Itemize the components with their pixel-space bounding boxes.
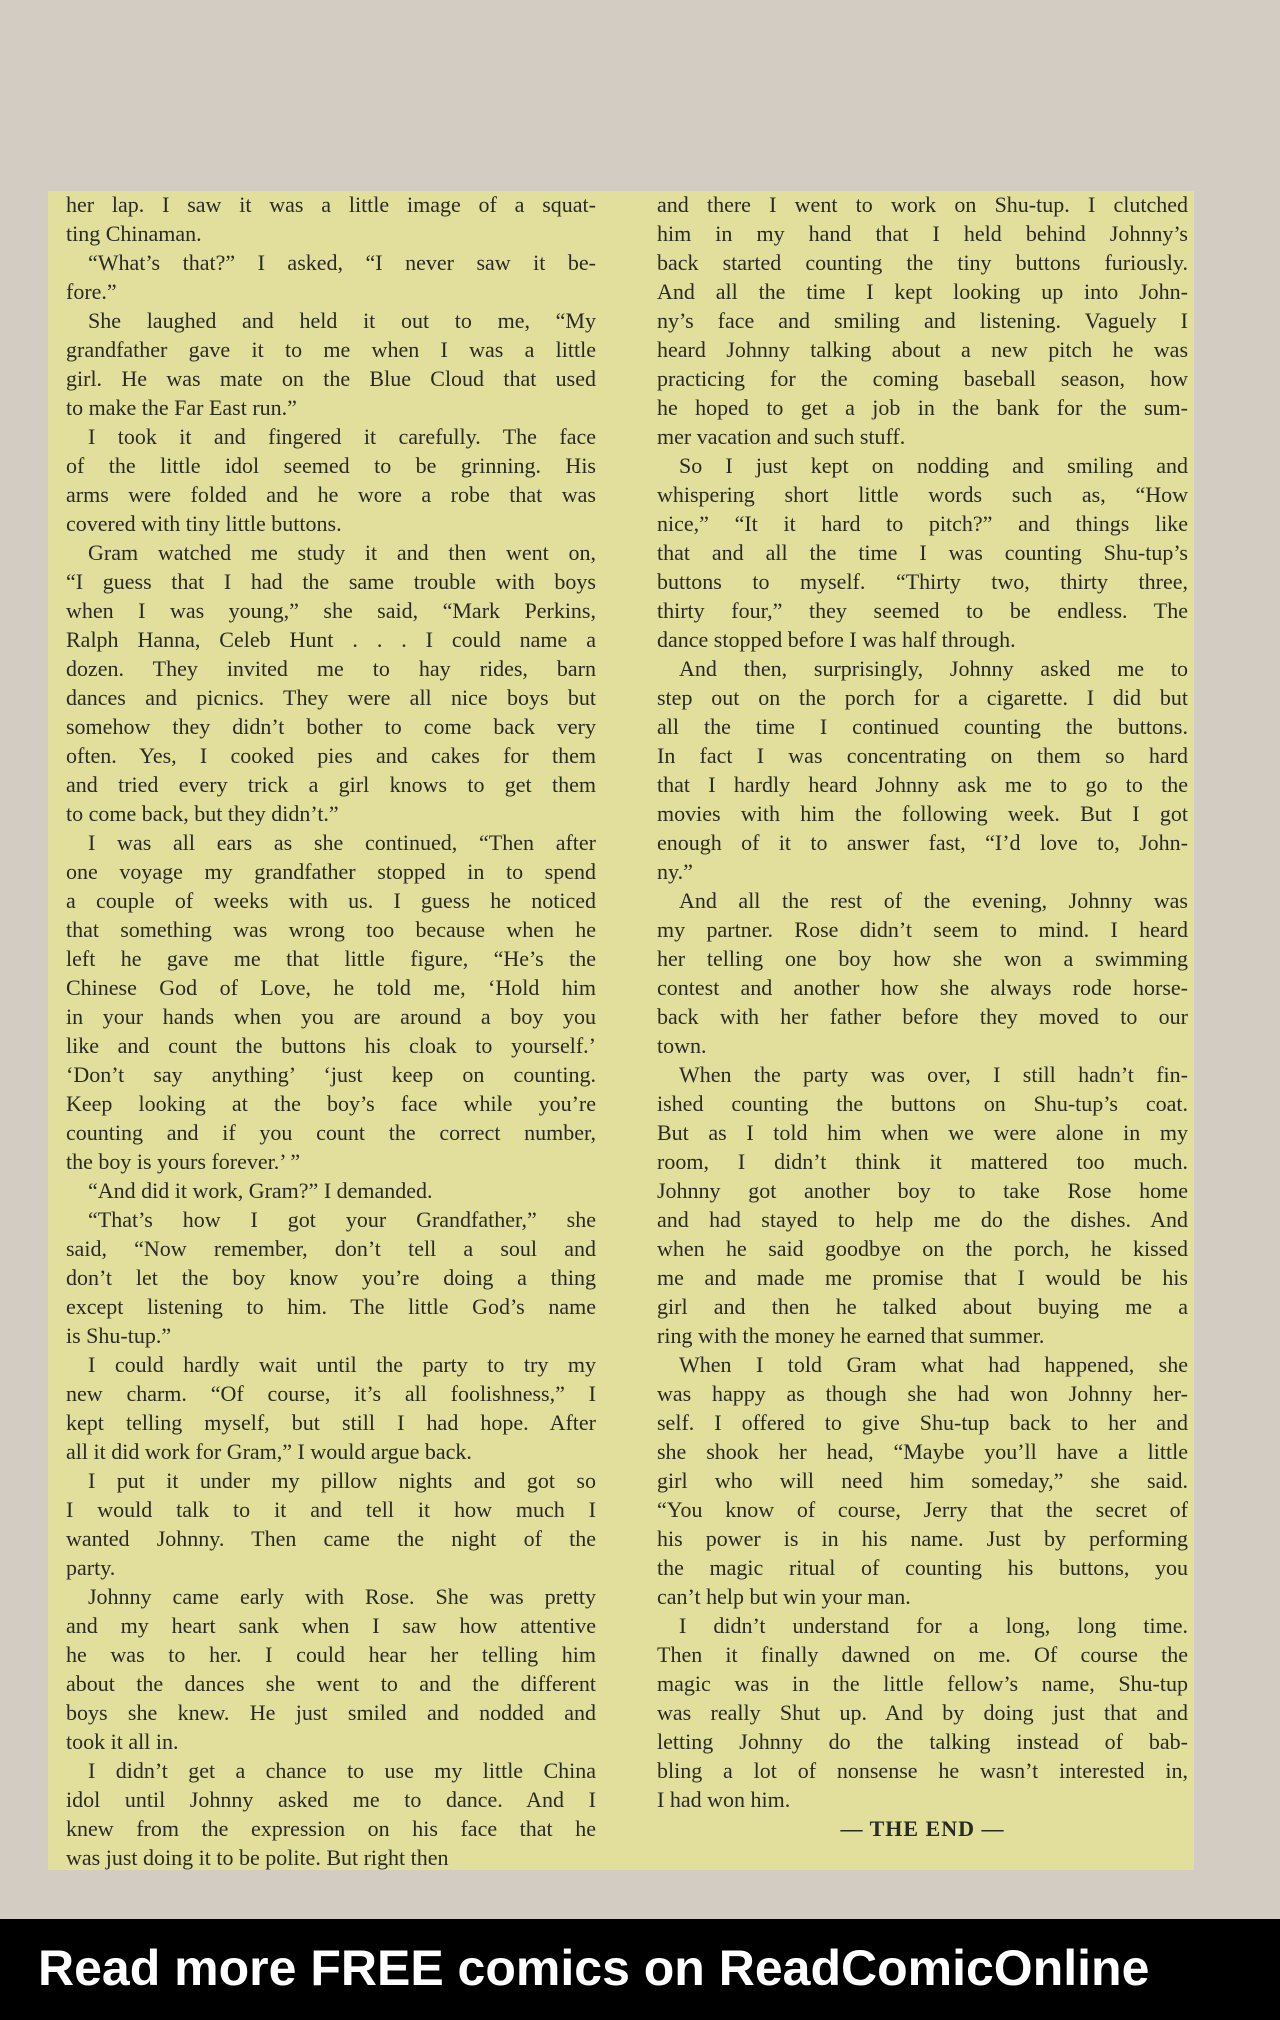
text-line: room, I didn’t think it mattered too much. [657,1149,1188,1174]
paragraph [66,1205,596,1350]
text-line: like and count the buttons his cloak to yourself.’ [66,1033,596,1058]
text-line: the magic ritual of counting his buttons, you [657,1555,1188,1580]
text-line: him in my hand that I held behind Johnny’s [657,221,1188,246]
paragraph [66,1582,596,1756]
text-line: and had stayed to help me do the dishes. And [657,1207,1188,1232]
text-line: to make the Far East run.” [66,395,297,420]
text-line: nice,” “It it hard to pitch?” and things like [657,511,1188,536]
text-line: of the little idol seemed to be grinning. His [66,453,596,478]
text-line: that something was wrong too because when he [66,917,596,942]
text-line: I was all ears as she continued, “Then after [88,830,596,855]
text-line: ny.” [657,859,693,884]
text-line: knew from the expression on his face that he [66,1816,596,1841]
text-line: my partner. Rose didn’t seem to mind. I heard [657,917,1188,942]
text-line: in your hands when you are around a boy you [66,1004,596,1029]
promo-banner[interactable] [0,1919,1280,2020]
text-line: that and all the time I was counting Shu-tup’s [657,540,1188,565]
paragraph [657,654,1188,886]
text-line: his power is in his name. Just by performing [657,1526,1188,1551]
text-line: “What’s that?” I asked, “I never saw it be- [88,250,596,275]
text-line: I took it and fingered it carefully. The face [88,424,596,449]
text-line: that I hardly heard Johnny ask me to go to the [657,772,1188,797]
text-line: fore.” [66,279,117,304]
text-line: wanted Johnny. Then came the night of the [66,1526,596,1551]
text-line: “And did it work, Gram?” I demanded. [88,1178,433,1203]
text-line: I didn’t get a chance to use my little China [88,1758,596,1783]
text-line: Johnny got another boy to take Rose home [657,1178,1188,1203]
text-line: ished counting the buttons on Shu-tup’s coat. [657,1091,1188,1116]
paragraph [657,1060,1188,1350]
text-line: I put it under my pillow nights and got so [88,1468,596,1493]
text-line: back with her father before they moved to our [657,1004,1188,1029]
text-line: I had won him. [657,1787,791,1812]
text-line: buttons to myself. “Thirty two, thirty three, [657,569,1188,594]
paragraph [66,1350,596,1466]
text-line: When I told Gram what had happened, she [679,1352,1188,1377]
text-line: girl. He was mate on the Blue Cloud that used [66,366,596,391]
text-line: when I was young,” she said, “Mark Perkins, [66,598,596,623]
text-line: and my heart sank when I saw how attentive [66,1613,596,1638]
text-line: girl and then he talked about buying me a [657,1294,1188,1319]
text-line: he hoped to get a job in the bank for the sum- [657,395,1188,420]
text-line: I would talk to it and tell it how much I [66,1497,596,1522]
text-line: to come back, but they didn’t.” [66,801,339,826]
text-line: ny’s face and smiling and listening. Vaguely I [657,308,1188,333]
paragraph [66,248,596,306]
text-line: boys she knew. He just smiled and nodded and [66,1700,596,1725]
text-line: Gram watched me study it and then went on, [88,540,596,565]
text-line: kept telling myself, but still I had hope. After [66,1410,596,1435]
paragraph [66,1176,596,1205]
text-line: town. [657,1033,707,1058]
text-line: is Shu-tup.” [66,1323,172,1348]
text-line: one voyage my grandfather stopped in to spend [66,859,596,884]
text-line: But as I told him when we were alone in my [657,1120,1188,1145]
text-line: dance stopped before I was half through. [657,627,1016,652]
text-line: Chinese God of Love, he told me, ‘Hold him [66,975,596,1000]
text-line: counting and if you count the correct number, [66,1120,596,1145]
the-end-label: — THE END — [840,1816,1005,1841]
text-line: contest and another how she always rode horse- [657,975,1188,1000]
text-line: Keep looking at the boy’s face while you’re [66,1091,596,1116]
text-line: was really Shut up. And by doing just that and [657,1700,1188,1725]
paragraph [66,422,596,538]
paragraph [657,190,1188,451]
text-line: magic was in the little fellow’s name, Shu-tup [657,1671,1188,1696]
text-line: new charm. “Of course, it’s all foolishness,” I [66,1381,596,1406]
text-line: girl who will need him someday,” she said. [657,1468,1188,1493]
text-line: all it did work for Gram,” I would argue back. [66,1439,472,1464]
left-text-column [66,190,596,1872]
text-line: was just doing it to be polite. But right then [66,1845,449,1870]
text-line: back started counting the tiny buttons furiously. [657,250,1188,275]
text-line: a couple of weeks with us. I guess he noticed [66,888,596,913]
paragraph [66,1466,596,1582]
text-line: was happy as though she had won Johnny her- [657,1381,1188,1406]
text-line: except listening to him. The little God’s name [66,1294,596,1319]
text-line: and tried every trick a girl knows to get them [66,772,596,797]
text-line: I didn’t understand for a long, long time. [679,1613,1188,1638]
paragraph [657,1350,1188,1611]
text-line: all the time I continued counting the buttons. [657,714,1188,739]
text-line: her telling one boy how she won a swimming [657,946,1188,971]
text-line: me and made me promise that I would be his [657,1265,1188,1290]
text-line: thirty four,” they seemed to be endless. The [657,598,1188,623]
text-line: left he gave me that little figure, “He’s the [66,946,596,971]
text-line: And all the time I kept looking up into John- [657,279,1188,304]
text-line: So I just kept on nodding and smiling and [679,453,1188,478]
text-line: When the party was over, I still hadn’t fin- [679,1062,1188,1087]
paragraph [657,886,1188,1060]
text-line: often. Yes, I cooked pies and cakes for them [66,743,596,768]
paragraph [657,451,1188,654]
text-line: heard Johnny talking about a new pitch he was [657,337,1188,362]
text-line: grandfather gave it to me when I was a little [66,337,596,362]
right-text-column [657,190,1188,1843]
text-line: “I guess that I had the same trouble with boys [66,569,596,594]
text-line: In fact I was concentrating on them so hard [657,743,1188,768]
text-line: don’t let the boy know you’re doing a thing [66,1265,596,1290]
text-line: can’t help but win your man. [657,1584,911,1609]
text-line: arms were folded and he wore a robe that was [66,482,596,507]
text-line: “That’s how I got your Grandfather,” she [88,1207,596,1232]
text-line: Ralph Hanna, Celeb Hunt . . . I could name a [66,627,596,652]
text-line: and there I went to work on Shu-tup. I clutched [657,192,1188,217]
text-line: dances and picnics. They were all nice boys but [66,685,596,710]
text-line: I could hardly wait until the party to try my [88,1352,596,1377]
paragraph [66,306,596,422]
text-line: whispering short little words such as, “How [657,482,1188,507]
text-line: letting Johnny do the talking instead of bab- [657,1729,1188,1754]
paragraph [66,828,596,1176]
text-line: dozen. They invited me to hay rides, barn [66,656,596,681]
text-line: ring with the money he earned that summer. [657,1323,1045,1348]
text-line: practicing for the coming baseball season, how [657,366,1188,391]
text-line: She laughed and held it out to me, “My [88,308,596,333]
text-line: “You know of course, Jerry that the secret of [657,1497,1188,1522]
text-line: about the dances she went to and the different [66,1671,596,1696]
text-line: Then it finally dawned on me. Of course the [657,1642,1188,1667]
text-line: And all the rest of the evening, Johnny was [679,888,1188,913]
text-line: party. [66,1555,116,1580]
paragraph [66,1756,596,1872]
paragraph [657,1611,1188,1814]
paragraph [66,190,596,248]
text-line: she shook her head, “Maybe you’ll have a little [657,1439,1188,1464]
text-line: he was to her. I could hear her telling him [66,1642,596,1667]
text-line: And then, surprisingly, Johnny asked me to [679,656,1188,681]
text-line: her lap. I saw it was a little image of a squat- [66,192,596,217]
text-line: enough of it to answer fast, “I’d love to, John- [657,830,1188,855]
text-line: bling a lot of nonsense he wasn’t interested in, [657,1758,1188,1783]
text-line: Johnny came early with Rose. She was pretty [88,1584,596,1609]
promo-banner-text[interactable]: Read more FREE comics on ReadComicOnline [38,1940,1150,1996]
text-line: covered with tiny little buttons. [66,511,342,536]
text-line: ting Chinaman. [66,221,202,246]
text-line: the boy is yours forever.’ ” [66,1149,301,1174]
text-line: movies with him the following week. But I got [657,801,1188,826]
text-line: idol until Johnny asked me to dance. And I [66,1787,596,1812]
text-line: said, “Now remember, don’t tell a soul and [66,1236,596,1261]
paragraph [66,538,596,828]
text-line: somehow they didn’t bother to come back very [66,714,596,739]
text-line: took it all in. [66,1729,179,1754]
text-line: self. I offered to give Shu-tup back to her and [657,1410,1188,1435]
text-line: ‘Don’t say anything’ ‘just keep on counting. [66,1062,596,1087]
text-line: step out on the porch for a cigarette. I did but [657,685,1188,710]
text-line: mer vacation and such stuff. [657,424,906,449]
text-line: when he said goodbye on the porch, he kissed [657,1236,1188,1261]
